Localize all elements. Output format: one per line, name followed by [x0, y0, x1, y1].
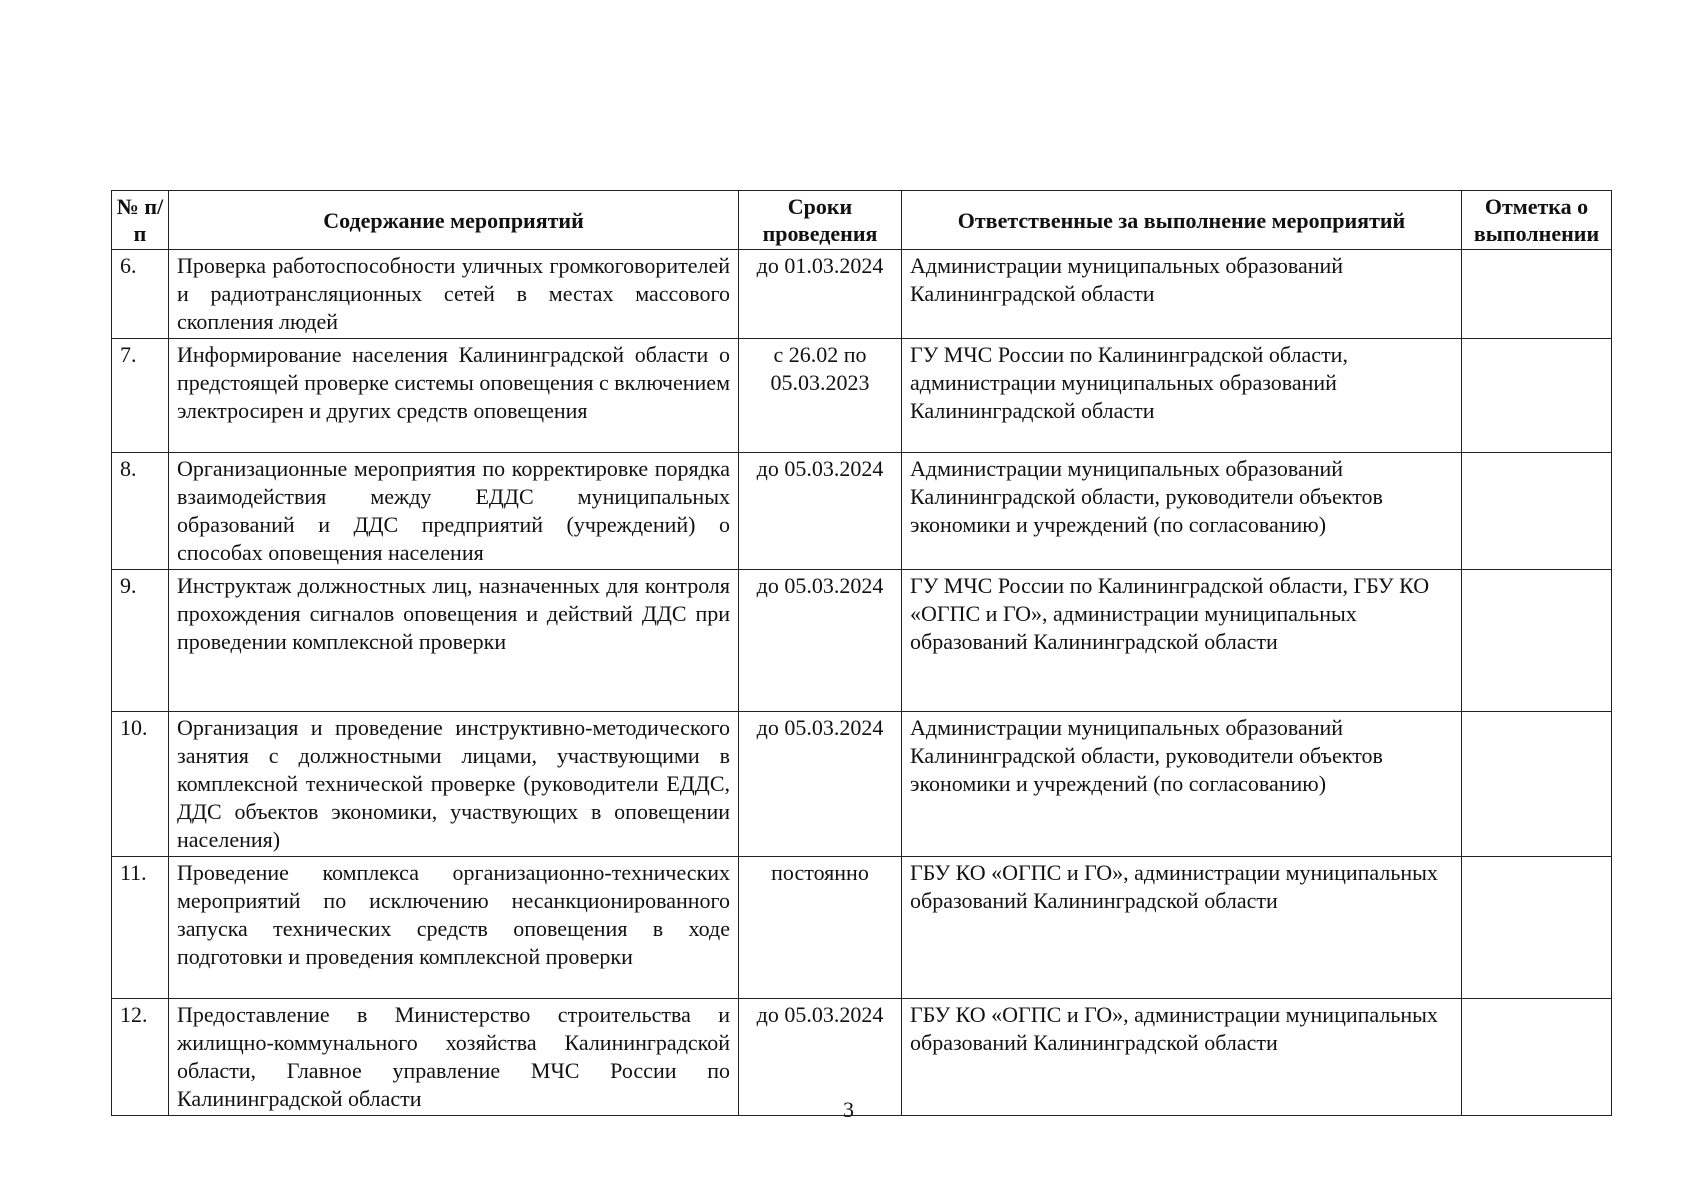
row-dates: до 05.03.2024	[739, 453, 902, 570]
table-row	[112, 570, 1612, 712]
row-mark	[1462, 339, 1612, 453]
row-num: 12.	[112, 999, 169, 1116]
row-num: 9.	[112, 570, 169, 712]
row-responsible: Администрации муниципальных образований Калининградской области	[902, 250, 1462, 339]
row-num: 11.	[112, 857, 169, 999]
row-responsible: ГБУ КО «ОГПС и ГО», администрации муниципальных образований Калининградской области	[902, 857, 1462, 999]
table-row	[112, 250, 1612, 339]
row-content: Организационные мероприятия по корректировке порядка взаимодействия между ЕДДС муниципальных образований и ДДС предприятий (учреждений) о способах оповещения населения	[169, 453, 739, 570]
row-mark	[1462, 857, 1612, 999]
table-row	[112, 339, 1612, 453]
header-mark: Отметка о выполнении	[1462, 191, 1612, 250]
row-num: 10.	[112, 712, 169, 857]
row-responsible: Администрации муниципальных образований Калининградской области, руководители объектов экономики и учреждений (по согласованию)	[902, 453, 1462, 570]
table-header-row	[112, 191, 1612, 250]
header-content: Содержание мероприятий	[169, 191, 739, 250]
header-responsible: Ответственные за выполнение мероприятий	[902, 191, 1462, 250]
header-num: № п/п	[112, 191, 169, 250]
row-dates: до 05.03.2024	[739, 712, 902, 857]
row-responsible: ГУ МЧС России по Калининградской области, ГБУ КО «ОГПС и ГО», администрации муниципальных образований Калининградской области	[902, 570, 1462, 712]
row-num: 6.	[112, 250, 169, 339]
row-num: 8.	[112, 453, 169, 570]
row-responsible: Администрации муниципальных образований Калининградской области, руководители объектов экономики и учреждений (по согласованию)	[902, 712, 1462, 857]
header-dates: Сроки проведения	[739, 191, 902, 250]
table-row	[112, 453, 1612, 570]
row-num: 7.	[112, 339, 169, 453]
row-responsible: ГУ МЧС России по Калининградской области, администрации муниципальных образований Калининградской области	[902, 339, 1462, 453]
row-content: Инструктаж должностных лиц, назначенных для контроля прохождения сигналов оповещения и действий ДДС при проведении комплексной проверки	[169, 570, 739, 712]
table-row	[112, 857, 1612, 999]
row-content: Предоставление в Министерство строительства и жилищно-коммунального хозяйства Калининградской области, Главное управление МЧС России по Калининградской области	[169, 999, 739, 1116]
row-content: Информирование населения Калининградской области о предстоящей проверке системы оповещения с включением электросирен и других средств оповещения	[169, 339, 739, 453]
row-mark	[1462, 570, 1612, 712]
row-content: Проверка работоспособности уличных громкоговорителей и радиотрансляционных сетей в местах массового скопления людей	[169, 250, 739, 339]
row-mark	[1462, 453, 1612, 570]
activities-table	[111, 190, 1612, 1116]
row-content: Организация и проведение инструктивно-методического занятия с должностными лицами, участвующими в комплексной технической проверке (руководители ЕДДС, ДДС объектов экономики, участвующих в оповещении населения)	[169, 712, 739, 857]
row-content: Проведение комплекса организационно-технических мероприятий по исключению несанкционированного запуска технических средств оповещения в ходе подготовки и проведения комплексной проверки	[169, 857, 739, 999]
row-dates: до 05.03.2024	[739, 999, 902, 1116]
row-dates: постоянно	[739, 857, 902, 999]
row-dates: до 05.03.2024	[739, 570, 902, 712]
row-responsible: ГБУ КО «ОГПС и ГО», администрации муниципальных образований Калининградской области	[902, 999, 1462, 1116]
row-dates: с 26.02 по 05.03.2023	[739, 339, 902, 453]
page-number: 3	[843, 1097, 854, 1122]
row-dates: до 01.03.2024	[739, 250, 902, 339]
row-mark	[1462, 250, 1612, 339]
table-row	[112, 712, 1612, 857]
row-mark	[1462, 712, 1612, 857]
